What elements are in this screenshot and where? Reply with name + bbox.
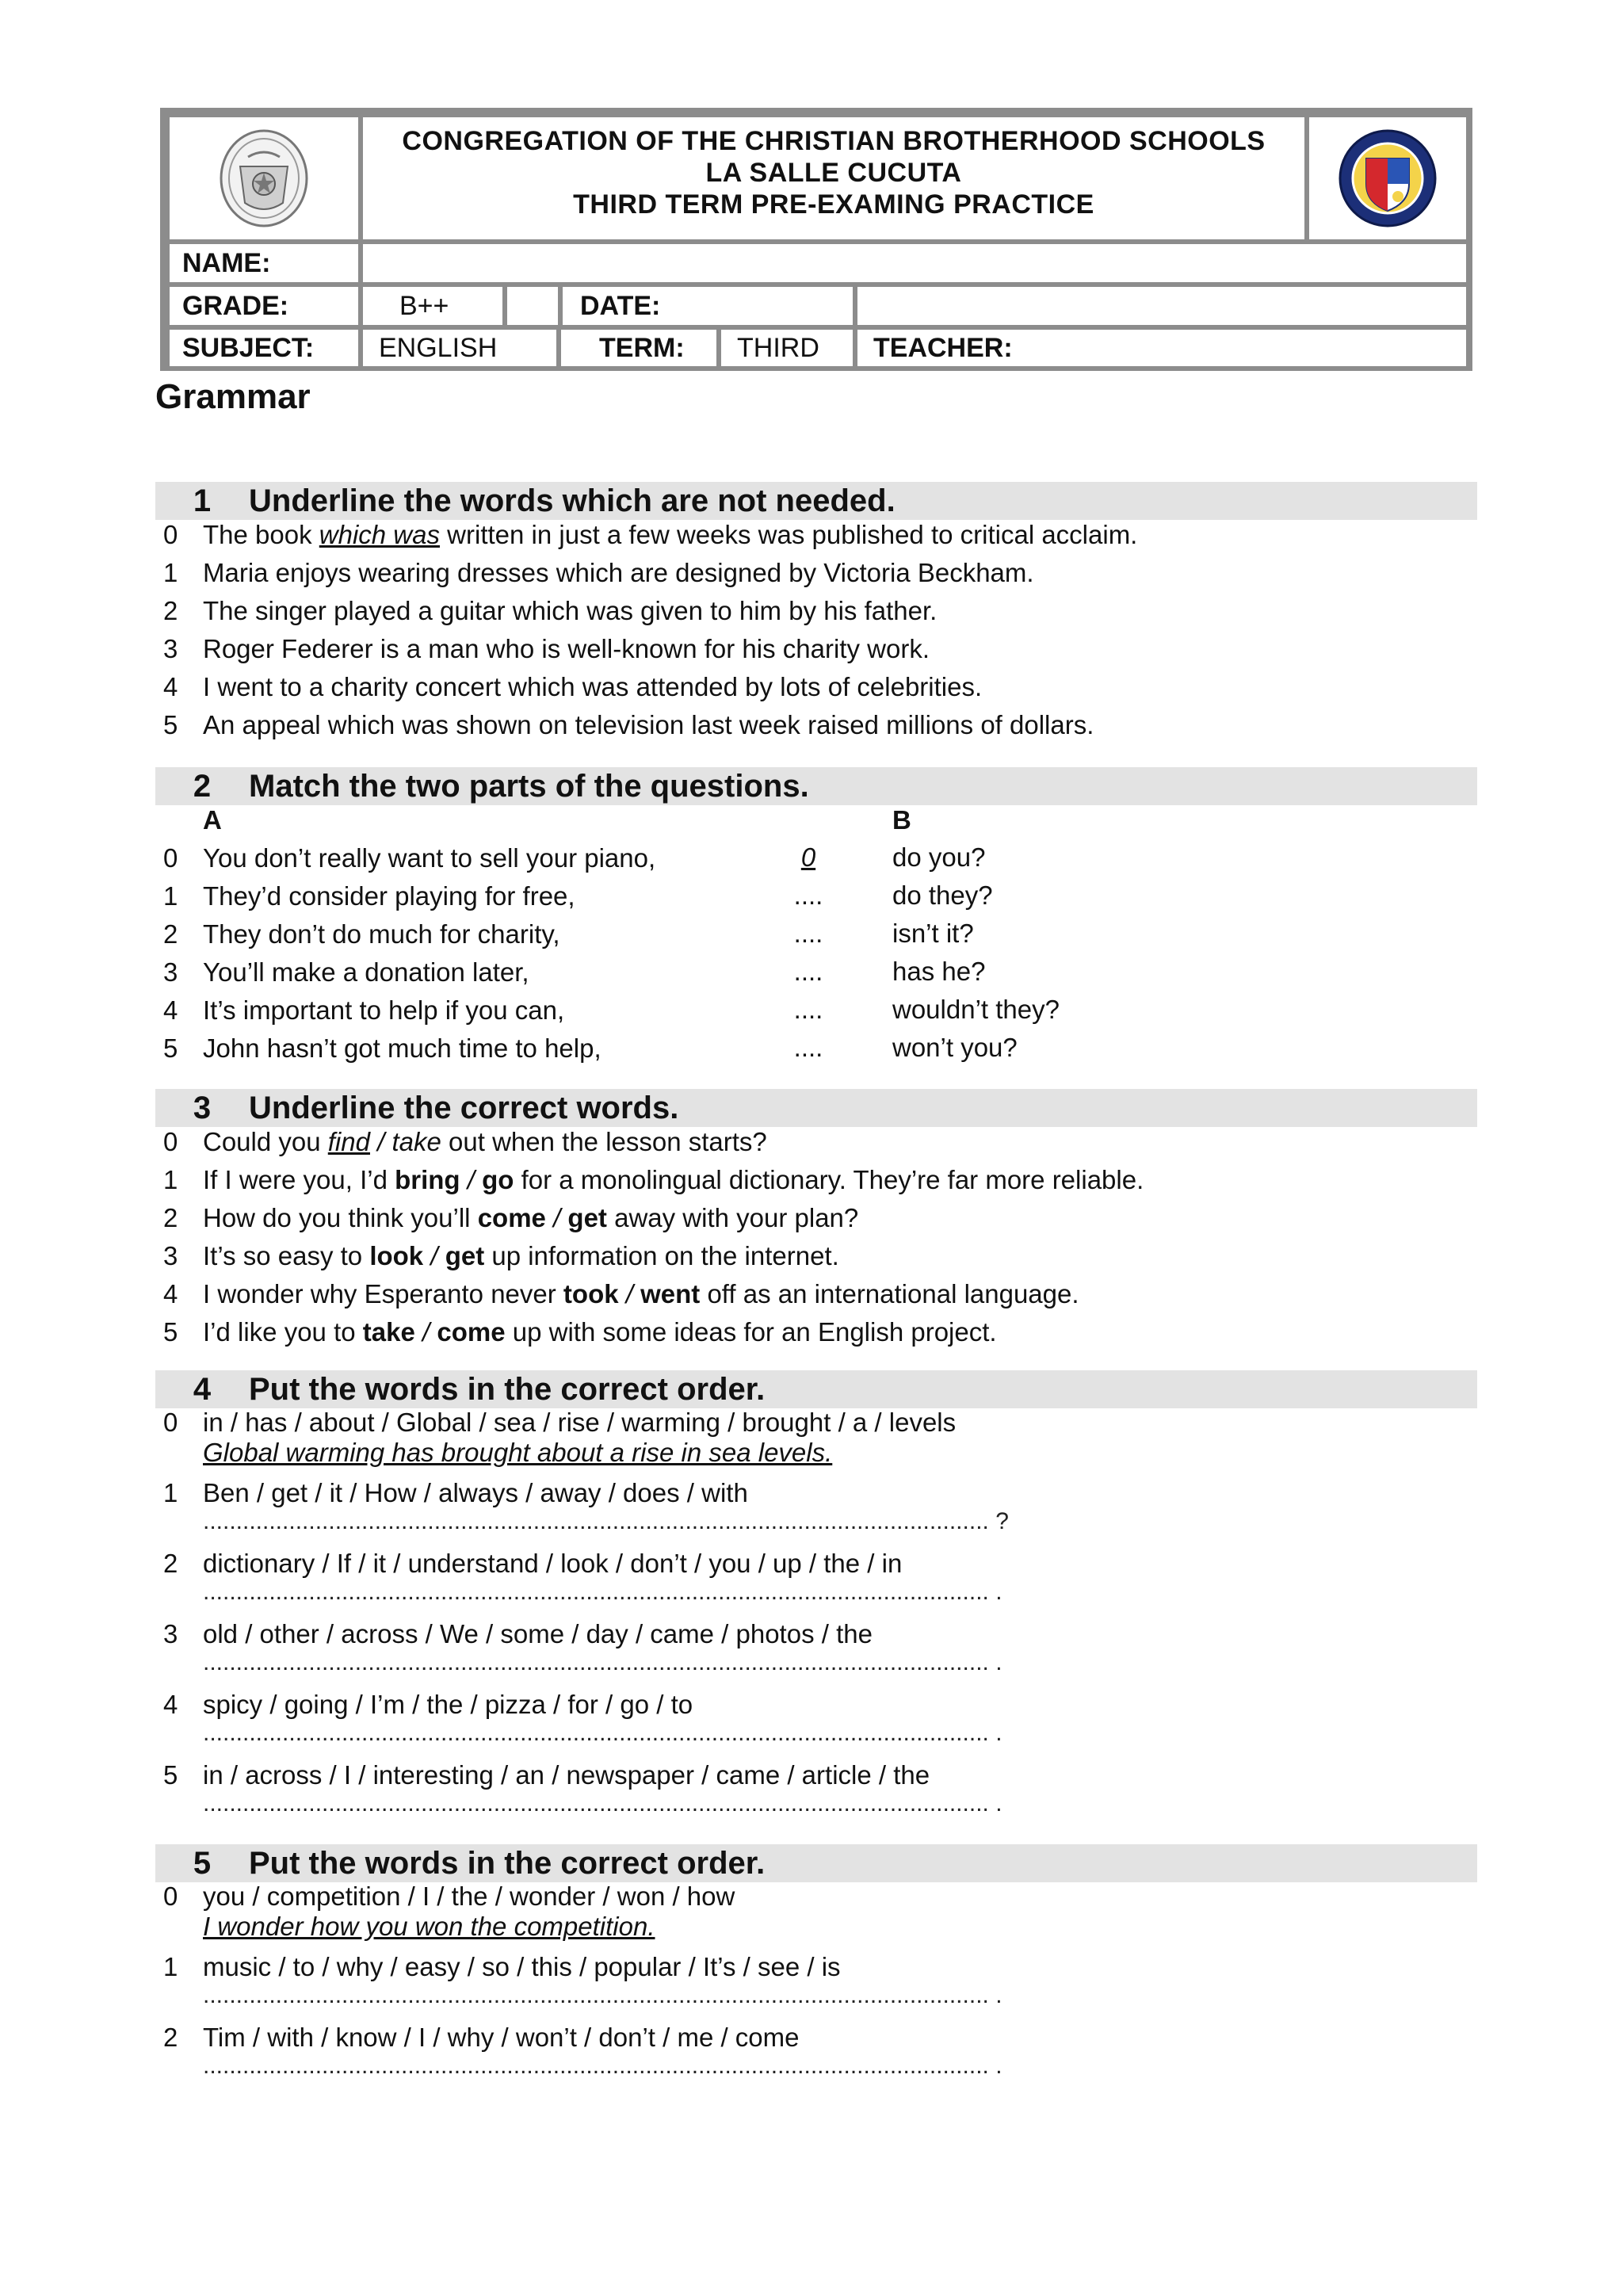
match-option: has he? [892, 957, 986, 986]
term-label: TERM: [561, 330, 716, 366]
word-order-item: 4 spicy / going / I’m / the / pizza / for / go / to [163, 1690, 693, 1719]
answer-line[interactable]: ....................................................................................................................... . [203, 1579, 1002, 1605]
date-field[interactable] [857, 287, 1466, 325]
match-blank[interactable]: .... [793, 995, 823, 1024]
answer-line[interactable]: ....................................................................................................................... . [203, 2053, 1002, 2079]
section-title: Put the words in the correct order. [249, 1371, 766, 1407]
section-title: Match the two parts of the questions. [249, 768, 809, 804]
word-order-item: 1 Ben / get / it / How / always / away / does / with [163, 1478, 748, 1507]
word-option[interactable]: get [567, 1203, 607, 1232]
word-option[interactable]: get [445, 1241, 485, 1270]
word-option[interactable]: take [362, 1317, 415, 1347]
name-label: NAME: [170, 244, 358, 282]
answer-line[interactable]: ....................................................................................................................... . [203, 1649, 1002, 1675]
teacher-label: TEACHER: [857, 330, 1466, 366]
section-number: 5 [193, 1845, 212, 1881]
choice-row: 0 Could you find / take out when the lesson starts? [163, 1127, 767, 1156]
answer-line[interactable]: ....................................................................................................................... . [203, 1720, 1002, 1746]
list-item: 0 The book which was written in just a few weeks was published to critical acclaim. [163, 520, 1138, 549]
column-a-heading: A [203, 805, 222, 835]
school-title [363, 117, 1304, 239]
word-option[interactable]: took [563, 1279, 619, 1308]
section-3-header [155, 1089, 1477, 1127]
page-title: Grammar [155, 377, 311, 416]
list-item[interactable]: 1 Maria enjoys wearing dresses which are designed by Victoria Beckham. [163, 558, 1034, 587]
list-item[interactable]: 4 I went to a charity concert which was attended by lots of celebrities. [163, 672, 983, 701]
seal-icon [216, 127, 311, 230]
choice-row: 1 If I were you, I’d bring / go for a monolingual dictionary. They’re far more reliable. [163, 1165, 1144, 1194]
match-blank[interactable]: .... [793, 881, 823, 910]
word-order-item: 1 music / to / why / easy / so / this / popular / It’s / see / is [163, 1952, 841, 1981]
example-answer: Global warming has brought about a rise in sea levels. [203, 1438, 833, 1467]
match-option: do you? [892, 842, 986, 872]
section-number: 3 [193, 1090, 212, 1125]
header-table [160, 108, 1472, 371]
org-line-1: CONGREGATION OF THE CHRISTIAN BROTHERHOOD SCHOOLS [402, 126, 1266, 156]
word-option[interactable]: bring [395, 1165, 460, 1194]
subject-label: SUBJECT: [170, 330, 358, 366]
crest-icon [1336, 127, 1439, 230]
word-order-item: 3 old / other / across / We / some / day / came / photos / the [163, 1619, 873, 1648]
org-line-2: LA SALLE CUCUTA [705, 158, 962, 188]
choice-row: 2 How do you think you’ll come / get away with your plan? [163, 1203, 859, 1232]
section-title: Underline the correct words. [249, 1090, 679, 1125]
list-item[interactable]: 3 Roger Federer is a man who is well-known for his charity work. [163, 634, 930, 663]
grade-extra-cell [507, 287, 558, 325]
match-option: isn’t it? [892, 919, 974, 948]
right-school-logo [1309, 117, 1466, 239]
term-value: THIRD [721, 330, 853, 366]
match-row: 5 John hasn’t got much time to help, [163, 1033, 601, 1063]
match-blank[interactable]: .... [793, 1033, 823, 1062]
match-row: 3 You’ll make a donation later, [163, 957, 529, 987]
word-order-item: 5 in / across / I / interesting / an / newspaper / came / article / the [163, 1760, 930, 1790]
underlined-answer: which was [319, 520, 440, 549]
section-title: Put the words in the correct order. [249, 1845, 766, 1881]
match-row: 0 You don’t really want to sell your piano, [163, 843, 656, 873]
left-school-logo [170, 117, 358, 239]
grade-label: GRADE: [170, 287, 358, 325]
word-option[interactable]: come [437, 1317, 506, 1347]
section-number: 4 [193, 1371, 212, 1407]
match-option: do they? [892, 881, 993, 910]
org-line-3: THIRD TERM PRE-EXAMING PRACTICE [573, 189, 1094, 220]
match-blank[interactable]: .... [793, 919, 823, 948]
word-order-item: 2 dictionary / If / it / understand / look / don’t / you / up / the / in [163, 1549, 903, 1578]
section-5-header [155, 1844, 1477, 1882]
grade-value: B++ [363, 287, 502, 325]
date-label: DATE: [563, 287, 853, 325]
word-order-item: 0 in / has / about / Global / sea / rise / warming / brought / a / levels [163, 1408, 957, 1437]
section-1-header [155, 482, 1477, 520]
word-option[interactable]: go [482, 1165, 514, 1194]
list-item[interactable]: 5 An appeal which was shown on television last week raised millions of dollars. [163, 710, 1094, 739]
word-option[interactable]: come [477, 1203, 546, 1232]
word-option[interactable]: find [327, 1127, 370, 1156]
word-order-item: 2 Tim / with / know / I / why / won’t / don’t / me / come [163, 2023, 800, 2052]
choice-row: 3 It’s so easy to look / get up information on the internet. [163, 1241, 839, 1270]
example-answer: I wonder how you won the competition. [203, 1912, 655, 1941]
column-b-heading: B [892, 805, 911, 835]
match-option: wouldn’t they? [892, 995, 1060, 1024]
answer-line[interactable]: ....................................................................................................................... . [203, 1790, 1002, 1817]
choice-row: 5 I’d like you to take / come up with some ideas for an English project. [163, 1317, 997, 1347]
match-blank[interactable]: .... [793, 957, 823, 986]
section-number: 1 [193, 483, 212, 518]
answer-line[interactable]: ....................................................................................................................... ? [203, 1508, 1009, 1534]
word-order-item: 0 you / competition / I / the / wonder / won / how [163, 1881, 735, 1911]
list-item[interactable]: 2 The singer played a guitar which was given to him by his father. [163, 596, 938, 625]
word-option[interactable]: take [391, 1127, 441, 1156]
word-option[interactable]: went [640, 1279, 701, 1308]
section-2-header [155, 767, 1477, 805]
section-title: Underline the words which are not needed. [249, 483, 896, 518]
match-row: 1 They’d consider playing for free, [163, 881, 575, 911]
match-row: 4 It’s important to help if you can, [163, 995, 565, 1025]
name-field[interactable] [363, 244, 1466, 282]
match-option: won’t you? [892, 1033, 1018, 1062]
match-row: 2 They don’t do much for charity, [163, 919, 560, 949]
subject-value: ENGLISH [363, 330, 556, 366]
section-4-header [155, 1370, 1477, 1408]
answer-line[interactable]: ....................................................................................................................... . [203, 1982, 1002, 2008]
match-answer: 0 [800, 842, 816, 872]
section-number: 2 [193, 768, 212, 804]
word-option[interactable]: look [369, 1241, 424, 1270]
choice-row: 4 I wonder why Esperanto never took / went off as an international language. [163, 1279, 1079, 1308]
